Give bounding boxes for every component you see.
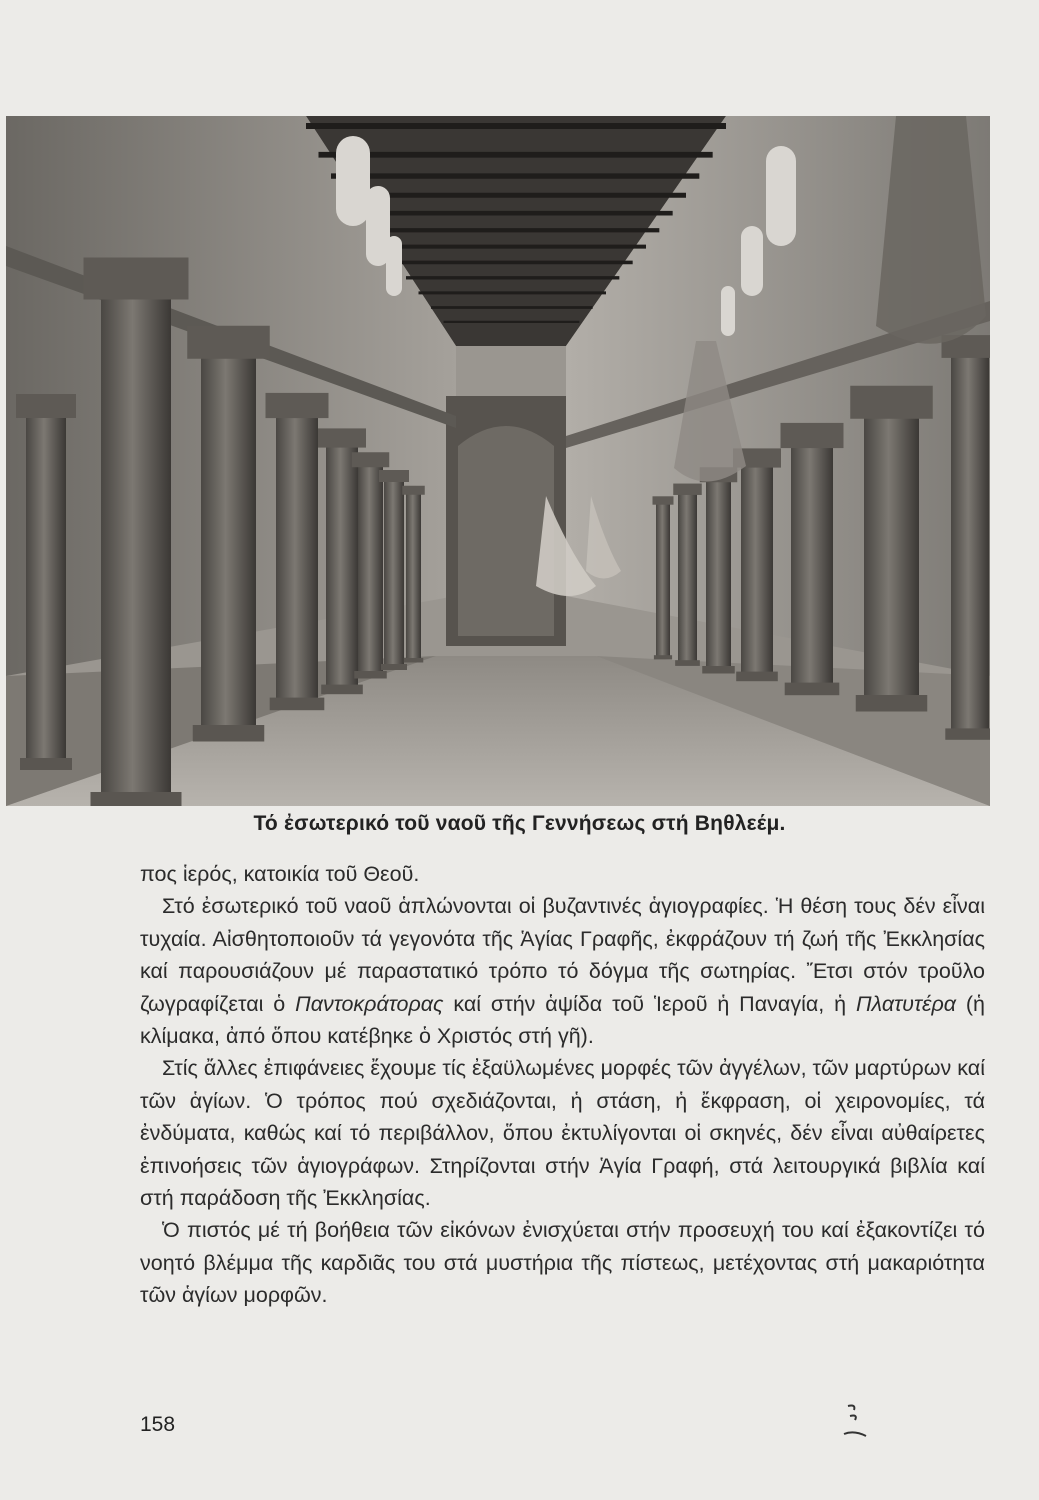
right-column-base: [785, 683, 840, 696]
left-column-base: [354, 671, 387, 679]
term-pantokrator: Παντοκράτορας: [295, 991, 444, 1016]
right-column-base: [856, 695, 928, 712]
paragraph-iconography-text: Στό ἐσωτερικό τοῦ ναοῦ ἁπλώνονται οἱ βυζαντινές ἁγιογραφίες. Ἡ θέση τους δέν εἶναι τυχαία. Αἰσθητοποιοῦν τά γεγονότα τῆς Ἁγίας Γραφῆς, ἐκφράζουν τή ζωή τῆς Ἐκκλησίας καί παρουσιάζουν μέ παραστατικό τρόπο τό δόγμα τῆς σωτηρίας. Ἔτσι στόν τροῦλο ζωγραφίζεται ὁ: [140, 894, 985, 1016]
paragraph-figures: Στίς ἄλλες ἐπιφάνειες ἔχουμε τίς ἐξαϋλωμένες μορφές τῶν ἀγγέλων, τῶν μαρτύρων καί τῶν ἁγίων. Ὁ τρόπος πού σχεδιάζονται, ἡ στάση, ἡ ἔκφραση, οἱ χειρονομίες, τά ἐνδύματα, καθώς καί τό περιβάλλον, ὅπου ἐκτυλίγονται οἱ σκηνές, δέν εἶναι αὐθαίρετες ἐπινοήσεις τῶν ἁγιογράφων. Στηρίζονται στήν Ἁγία Γραφή, στά λειτουργικά βιβλία καί στή παράδοση τῆς Ἐκκλησίας.: [140, 1056, 985, 1211]
right-column: [951, 356, 989, 736]
left-column-base: [381, 664, 407, 670]
left-column: [384, 481, 404, 668]
left-column: [276, 416, 318, 706]
left-column-capital: [266, 393, 329, 418]
left-column-capital: [16, 394, 76, 418]
page-number: 158: [140, 1413, 176, 1436]
right-column-base: [654, 655, 672, 659]
left-column: [326, 446, 358, 691]
right-column-capital: [850, 386, 933, 419]
right-column-base: [702, 666, 735, 674]
ink-mark: [842, 1400, 868, 1440]
clerestory-window: [741, 226, 763, 296]
left-column: [101, 296, 171, 806]
body-text: [140, 858, 985, 1312]
left-column-capital: [187, 326, 270, 359]
left-column: [358, 466, 383, 676]
left-column: [26, 416, 66, 766]
left-column-base: [91, 792, 182, 806]
left-column-base: [20, 758, 72, 770]
right-column-base: [736, 672, 778, 682]
clerestory-window: [766, 146, 796, 246]
left-column: [406, 494, 421, 661]
paragraph-continuation: πος ἱερός, κατοικία τοῦ Θεοῦ.: [140, 862, 420, 886]
clerestory-window: [386, 236, 402, 296]
right-column: [864, 416, 919, 706]
term-platytera: Πλατυτέρα: [855, 991, 957, 1016]
right-column-capital: [781, 423, 844, 448]
church-interior-photo: [6, 116, 990, 806]
left-column: [201, 356, 256, 736]
left-column-base: [321, 685, 363, 695]
left-column-capital: [402, 486, 425, 495]
clerestory-window: [336, 136, 370, 226]
left-column-base: [404, 658, 424, 663]
paragraph-iconography-end: (ἡ κλίμακα, ἀπό ὅπου κατέβηκε ὁ Χριστός στή γῆ).: [140, 991, 986, 1049]
left-column-base: [193, 725, 265, 742]
right-column: [656, 504, 670, 658]
nave-photograph: [6, 116, 990, 806]
right-column: [706, 481, 731, 671]
left-column-capital: [352, 452, 390, 467]
right-column: [678, 494, 697, 664]
right-column: [741, 466, 773, 678]
right-column: [791, 446, 833, 691]
left-column-capital: [318, 428, 366, 447]
paragraph-believer: Ὁ πιστός μέ τή βοήθεια τῶν εἰκόνων ἐνισχύεται στήν προσευχή του καί ἐξακοντίζει τό νοητό βλέμμα τῆς καρδιᾶς του στά μυστήρια τῆς πίστεως, μετέχοντας στή μακαριότητα τῶν ἁγίων μορφῶν.: [140, 1218, 985, 1308]
right-column-base: [675, 660, 700, 666]
left-column-capital: [379, 470, 409, 482]
right-column-base: [945, 728, 990, 739]
paragraph-iconography: [140, 890, 985, 1052]
right-column-capital: [673, 484, 702, 495]
left-column-capital: [84, 258, 189, 300]
paragraph-iconography-mid: καί στήν ἁψίδα τοῦ Ἱεροῦ ἡ Παναγία, ἡ: [443, 991, 856, 1016]
figure-caption: Τό ἐσωτερικό τοῦ ναοῦ τῆς Γεννήσεως στή Βηθλεέμ.: [253, 812, 786, 835]
right-column-capital: [653, 496, 674, 504]
left-column-base: [270, 698, 325, 711]
clerestory-window: [721, 286, 735, 336]
